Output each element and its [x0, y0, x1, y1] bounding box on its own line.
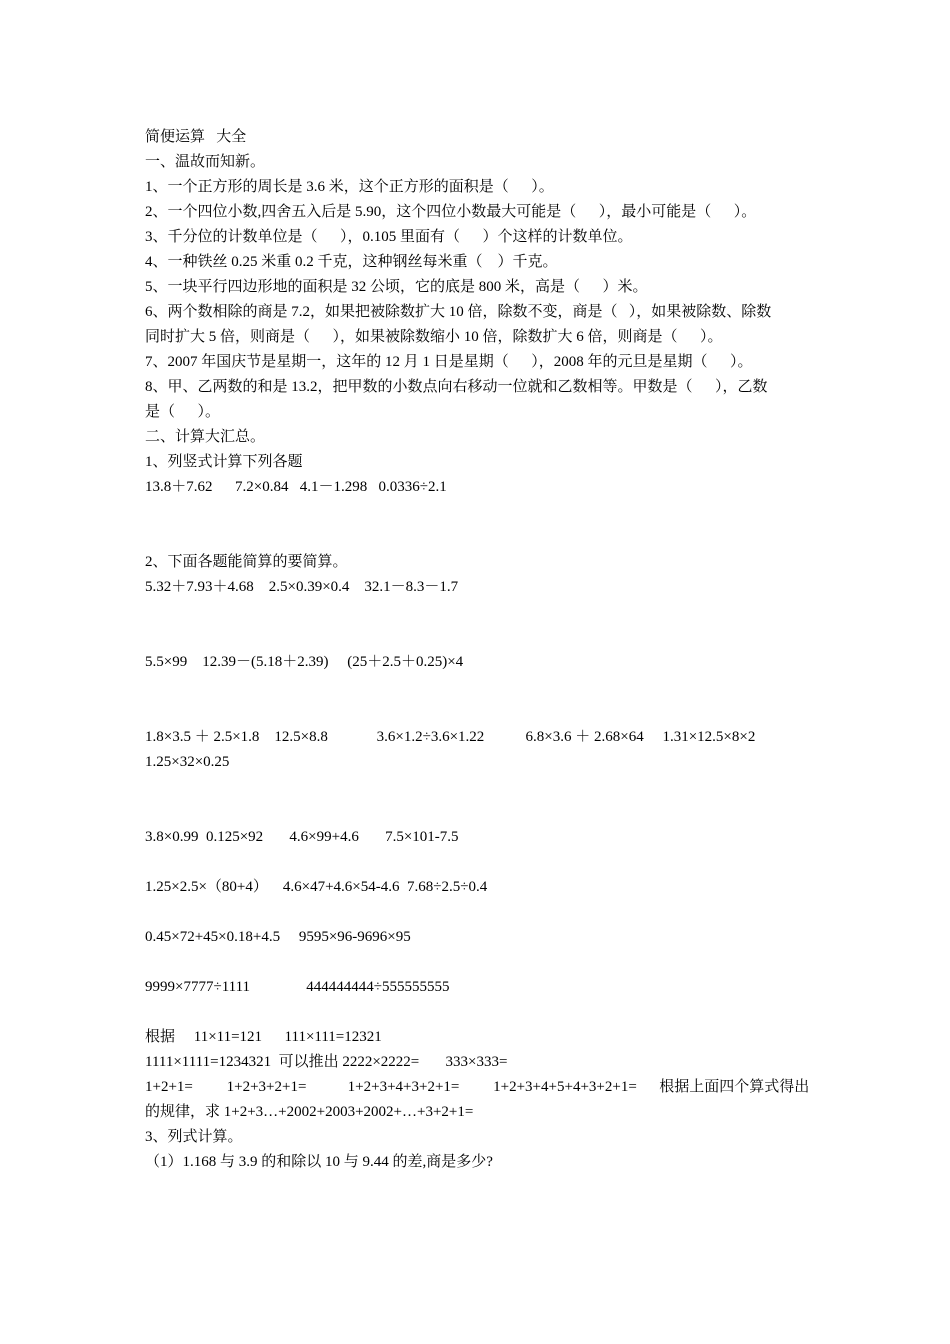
part2-row3: 1.8×3.5 ＋ 2.5×1.8 12.5×8.8 3.6×1.2÷3.6×1.22 6.8×3.6 ＋ 2.68×64 1.31×12.5×8×2 — [145, 729, 756, 745]
work-space — [145, 675, 815, 725]
part3-question-1: （1）1.168 与 3.9 的和除以 10 与 9.44 的差,商是多少? — [145, 1154, 493, 1170]
part2-row7: 0.45×72+45×0.18+4.5 9595×96-9696×95 — [145, 929, 411, 945]
work-space — [145, 950, 815, 975]
question-2: 2、一个四位小数,四舍五入后是 5.90，这个四位小数最大可能是（ ），最小可能是（ ）。 — [145, 204, 757, 220]
question-1: 1、一个正方形的周长是 3.6 米，这个正方形的面积是（ ）。 — [145, 179, 554, 195]
part2-row6: 1.25×2.5×（80+4） 4.6×47+4.6×54-4.6 7.68÷2.5÷0.4 — [145, 879, 488, 895]
document-page — [145, 125, 815, 1175]
part3-heading: 3、列式计算。 — [145, 1129, 243, 1145]
work-space — [145, 850, 815, 875]
part2-row4: 1.25×32×0.25 — [145, 754, 230, 770]
part2-row1: 5.32＋7.93＋4.68 2.5×0.39×0.4 32.1－8.3－1.7 — [145, 579, 459, 595]
part2-row8: 9999×7777÷1111 444444444÷555555555 — [145, 979, 450, 995]
question-5: 5、一块平行四边形地的面积是 32 公顷，它的底是 800 米，高是（ ）米。 — [145, 279, 648, 295]
part1-heading: 1、列竖式计算下列各题 — [145, 454, 303, 470]
document-title: 简便运算 大全 — [145, 129, 247, 145]
part2-row2: 5.5×99 12.39－(5.18＋2.39) (25＋2.5＋0.25)×4 — [145, 654, 464, 670]
part1-problems: 13.8＋7.62 7.2×0.84 4.1－1.298 0.0336÷2.1 — [145, 479, 447, 495]
work-space — [145, 1000, 815, 1025]
part2-row5: 3.8×0.99 0.125×92 4.6×99+4.6 7.5×101-7.5 — [145, 829, 459, 845]
question-7: 7、2007 年国庆节是星期一，这年的 12 月 1 日是星期（ ），2008 年的元旦是星期（ ）。 — [145, 354, 753, 370]
question-4: 4、一种铁丝 0.25 米重 0.2 千克，这种钢丝每米重（ ）千克。 — [145, 254, 558, 270]
part2-row10: 1111×1111=1234321 可以推出 2222×2222= 333×333= — [145, 1054, 508, 1070]
question-8-line2: 是（ ）。 — [145, 404, 221, 420]
question-3: 3、千分位的计数单位是（ ），0.105 里面有（ ）个这样的计数单位。 — [145, 229, 633, 245]
question-6-line1: 6、两个数相除的商是 7.2，如果把被除数扩大 10 倍，除数不变，商是（ ），如果被除数、除数 — [145, 304, 772, 320]
section2-heading: 二、计算大汇总。 — [145, 429, 266, 445]
work-space — [145, 900, 815, 925]
question-8-line1: 8、甲、乙两数的和是 13.2，把甲数的小数点向右移动一位就和乙数相等。甲数是（ ），乙数 — [145, 379, 768, 395]
question-6-line2: 同时扩大 5 倍，则商是（ ），如果被除数缩小 10 倍，除数扩大 6 倍，则商是（ ）。 — [145, 329, 723, 345]
work-space — [145, 600, 815, 650]
work-space — [145, 500, 815, 550]
part2-heading: 2、下面各题能简算的要简算。 — [145, 554, 348, 570]
work-space — [145, 775, 815, 825]
part2-row9: 根据 11×11=121 111×111=12321 — [145, 1029, 382, 1045]
section1-heading: 一、温故而知新。 — [145, 154, 266, 170]
part2-row11: 1+2+1= 1+2+3+2+1= 1+2+3+4+3+2+1= 1+2+3+4+5+4+3+2+1= 根据上面四个算式得出的规律，求 1+2+3…+2002+2003+2002+…+3+2+1= — [145, 1079, 810, 1120]
